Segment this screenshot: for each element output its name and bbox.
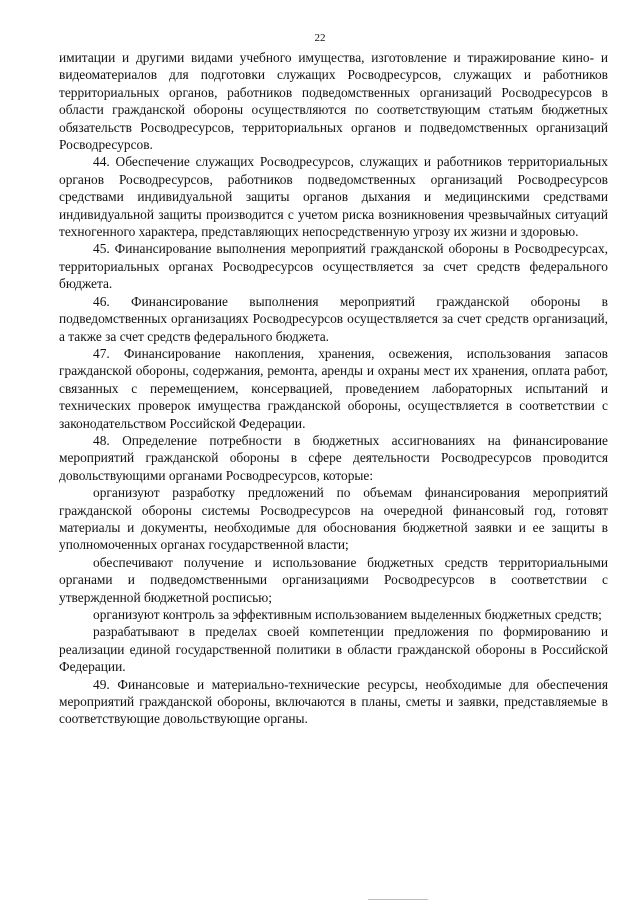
paragraph-45: 45. Финансирование выполнения мероприятий гражданской обороны в Росводресурсах, территориальных органах Росводресурсов осуществляется за счет средств федерального бюджета. — [59, 241, 608, 292]
paragraph-47: 47. Финансирование накопления, хранения, освежения, использования запасов гражданской обороны, содержания, ремонта, аренды и охраны мест их хранения, оплата работ, связанных с перемещением, консервацией, проведением лабораторных испытаний и технических проверок имущества гражданской обороны, осуществляется в соответствии с законодательством Российской Федерации. — [59, 345, 608, 431]
paragraph-48: 48. Определение потребности в бюджетных ассигнованиях на финансирование мероприятий гражданской обороны в сфере деятельности Росводресурсов проводится довольствующими органами Росводресурсов, которые: — [59, 432, 608, 483]
paragraph-48-item-organize-proposals: организуют разработку предложений по объемам финансирования мероприятий гражданской обороны системы Росводресурсов на очередной финансовый год, готовят материалы и документы, необходимые для обоснования бюджетной заявки и ее защиты в уполномоченных органах государственной власти; — [59, 485, 608, 553]
document-body — [59, 49, 608, 728]
paragraph-48-item-develop-proposals: разрабатывают в пределах своей компетенции предложения по формированию и реализации единой государственной политики в области гражданской обороны в Российской Федерации. — [59, 624, 608, 675]
scan-edge-mark — [368, 899, 428, 900]
paragraph-48-item-ensure-funds: обеспечивают получение и использование бюджетных средств территориальными органами и подведомственными организациями Росводресурсов в соответствии с утвержденной бюджетной росписью; — [59, 554, 608, 605]
paragraph-44: 44. Обеспечение служащих Росводресурсов, служащих и работников территориальных органов Росводресурсов, работников подведомственных организаций Росводресурсов средствами индивидуальной защиты органов дыхания и медицинскими средствами индивидуальной защиты производится с учетом риска возникновения чрезвычайных ситуаций техногенного характера, представляющих непосредственную угрозу их жизни и здоровью. — [59, 154, 608, 240]
paragraph-48-item-control: организуют контроль за эффективным использованием выделенных бюджетных средств; — [93, 607, 602, 622]
page-number: 22 — [314, 32, 326, 44]
paragraph-49: 49. Финансовые и материально-технические ресурсы, необходимые для обеспечения мероприятий гражданской обороны, включаются в планы, сметы и заявки, представляемые в соответствующие довольствующие органы. — [59, 676, 608, 727]
paragraph-46: 46. Финансирование выполнения мероприятий гражданской обороны в подведомственных организациях Росводресурсов осуществляется за счет средств организаций, а также за счет средств федерального бюджета. — [59, 293, 608, 344]
paragraph-continuation: имитации и другими видами учебного имущества, изготовление и тиражирование кино- и видеоматериалов для подготовки служащих Росводресурсов, служащих и работников территориальных органов, работников подведомственных организаций Росводресурсов в области гражданской обороны осуществляются по соответствующим статьям бюджетных обязательств Росводресурсов, территориальных органов и подведомственных организаций Росводресурсов. — [59, 50, 608, 153]
